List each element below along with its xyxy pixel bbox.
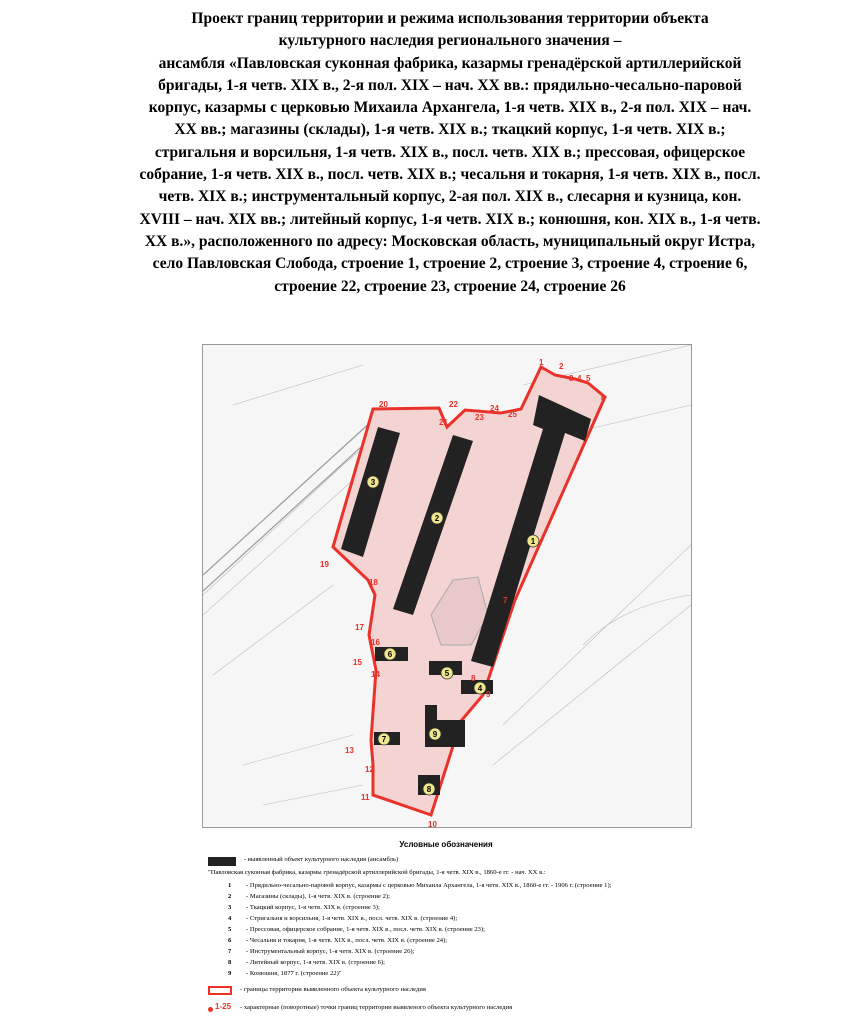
legend-item: [228, 959, 385, 968]
title-line: Проект границ территории и режима использования территории объекта: [191, 10, 709, 27]
legend-item-text: - Чесальня и токарня, 1-я четв. XIX в., посл. четв. XIX в. (строение 24);: [246, 937, 448, 944]
title-line: село Павловская Слобода, строение 1, строение 2, строение 3, строение 4, строение 6,: [152, 255, 748, 273]
building-marker-label: 4: [477, 684, 483, 693]
title-line: XX в.», расположенного по адресу: Московская область, муниципальный округ Истра,: [144, 232, 756, 250]
building-marker-label: 6: [387, 650, 393, 659]
boundary-point-label: 5: [586, 374, 591, 383]
boundary-point-label: 2: [559, 362, 564, 371]
boundary-point-label: 15: [353, 658, 362, 667]
building-marker-label: 1: [530, 537, 536, 546]
building-marker: [367, 476, 379, 488]
boundary-swatch: [208, 986, 232, 995]
building-marker: [527, 535, 539, 547]
building-marker: [431, 512, 443, 524]
building-marker: [441, 667, 453, 679]
legend-item-number: 4: [228, 915, 232, 922]
boundary-point-label: 16: [371, 638, 380, 647]
title-line: XX вв.; магазины (склады), 1-я четв. XIX в.; ткацкий корпус, 1-я четв. XIX в.;: [174, 121, 726, 139]
legend-item-number: 8: [228, 959, 232, 966]
legend-item-text: - Прядильно-чесально-паровой корпус, казармы с церковью Михаила Архангела, 1-я четв. XIX в., 1860-е гг. - 1906 г. (строение 1);: [246, 882, 612, 889]
legend-item-text: - Ткацкий корпус, 1-я четв. XIX в. (строение 3);: [246, 904, 380, 911]
legend-item: [228, 937, 447, 946]
boundary-point-label: 13: [345, 746, 354, 755]
boundary-point-label: 10: [428, 820, 437, 827]
boundary-point-label: 14: [371, 670, 380, 679]
legend-title: Условные обозначения: [399, 840, 493, 849]
legend-item-number: 6: [228, 937, 232, 944]
legend-item: [228, 948, 414, 957]
building-marker: [384, 648, 396, 660]
legend-item: [228, 970, 342, 979]
boundary-point-label: 3: [569, 374, 574, 383]
legend-item-number: 1: [228, 882, 232, 889]
legend-item-number: 5: [228, 926, 232, 933]
boundary-point-label: 21: [439, 418, 448, 427]
legend-item-text: - Магазины (склады), 1-я четв. XIX в. (строение 2);: [246, 893, 390, 900]
boundary-point-label: 20: [379, 400, 388, 409]
object-label: - выявленный объект культурного наследия (ансамбль): [244, 856, 399, 863]
legend-item-number: 9: [228, 970, 232, 977]
legend-item: [228, 893, 390, 902]
title-line: корпус, казармы с церковью Михаила Архангела, 1-я четв. XIX в., 2-я пол. XIX – нач.: [148, 99, 752, 117]
map-svg: [203, 345, 691, 827]
legend-item-text: - Прессовая, офицерское собрание, 1-я четв. XIX в., посл. четв. XIX в. (строение 23);: [246, 926, 485, 933]
points-label: - характерные (поворотные) точки границ территории выявленого объекта культурного наследия: [240, 1004, 513, 1011]
boundary-point-label: 12: [365, 765, 374, 774]
boundary-point-label: 7: [503, 596, 508, 605]
building-marker-label: 2: [434, 514, 440, 523]
title-line: собрание, 1-я четв. XIX в., посл. четв. XIX в.; чесальня и токарня, 1-я четв. XIX в., посл.: [139, 166, 761, 184]
building-marker: [429, 728, 441, 740]
boundary-point-label: 22: [449, 400, 458, 409]
boundary-point-label: 25: [508, 410, 517, 419]
legend-item: [228, 882, 612, 891]
legend-item-text: - Конюшня, 1877 г. (строение 22)": [246, 970, 342, 977]
boundary-point-label: 18: [369, 578, 378, 587]
legend-item-text: - Стригальня и ворсильня, 1-я четв. XIX в., посл. четв. XIX в. (строение 4);: [246, 915, 458, 922]
title-line: четв. XIX в.; инструментальный корпус, 2-ая пол. XIX в., слесарня и кузница, кон.: [158, 188, 742, 206]
legend-item-number: 7: [228, 948, 232, 955]
legend-item-text: - Инструментальный корпус, 1-я четв. XIX в. (строение 26);: [246, 948, 415, 955]
boundary-point-label: 1: [539, 358, 544, 367]
title-line: бригады, 1-я четв. XIX в., 2-я пол. XIX – нач. XX вв.: прядильно-чесально-паровой: [158, 76, 742, 94]
legend-item-text: - Литейный корпус, 1-я четв. XIX в. (строение 6);: [246, 959, 385, 966]
building-marker-label: 7: [381, 735, 387, 744]
title-line: культурного наследия регионального значения –: [278, 32, 622, 50]
territory-map: [202, 344, 692, 828]
building-marker-label: 3: [370, 478, 376, 487]
building-marker: [378, 733, 390, 745]
legend-item-number: 3: [228, 904, 232, 911]
ensemble-name: "Павловская суконная фабрика, казармы гренадёрской артиллерийской бригады, 1-я четв. XIX в., 1860-е гг. - нач. XX в.:: [208, 869, 546, 876]
boundary-point-label: 19: [320, 560, 329, 569]
document-title: [100, 8, 800, 298]
title-line: ансамбля «Павловская суконная фабрика, казармы гренадёрской артиллерийской: [158, 54, 742, 72]
building-marker-label: 8: [426, 785, 432, 794]
boundary-point-label: 9: [486, 690, 491, 699]
legend-item: [228, 915, 457, 924]
legend-item-number: 2: [228, 893, 232, 900]
title-line: строение 22, строение 23, строение 24, строение 26: [274, 277, 626, 295]
boundary-point-label: 8: [471, 674, 476, 683]
legend-item: [228, 904, 380, 913]
point-dot-icon: [208, 1007, 213, 1012]
building-marker: [423, 783, 435, 795]
boundary-point-label: 23: [475, 413, 484, 422]
building-marker-label: 5: [444, 669, 450, 678]
points-marker: 1-25: [215, 1002, 232, 1011]
boundary-label: - границы территории выявленного объекта культурного наследия: [240, 986, 426, 993]
building-marker-label: 9: [432, 730, 438, 739]
boundary-point-label: 24: [490, 404, 499, 413]
building-marker: [474, 682, 486, 694]
title-line: XVIII – нач. XIX вв.; литейный корпус, 1-я четв. XIX в.; конюшня, кон. XIX в., 1-я четв.: [139, 210, 761, 228]
object-swatch: [208, 857, 236, 866]
boundary-point-label: 6: [601, 394, 606, 403]
boundary-point-label: 11: [361, 793, 370, 802]
title-line: стригальня и ворсильня, 1-я четв. XIX в., посл. четв. XIX в.; прессовая, офицерское: [154, 143, 746, 161]
boundary-point-label: 4: [577, 374, 582, 383]
boundary-point-label: 17: [355, 623, 364, 632]
legend-item: [228, 926, 485, 935]
